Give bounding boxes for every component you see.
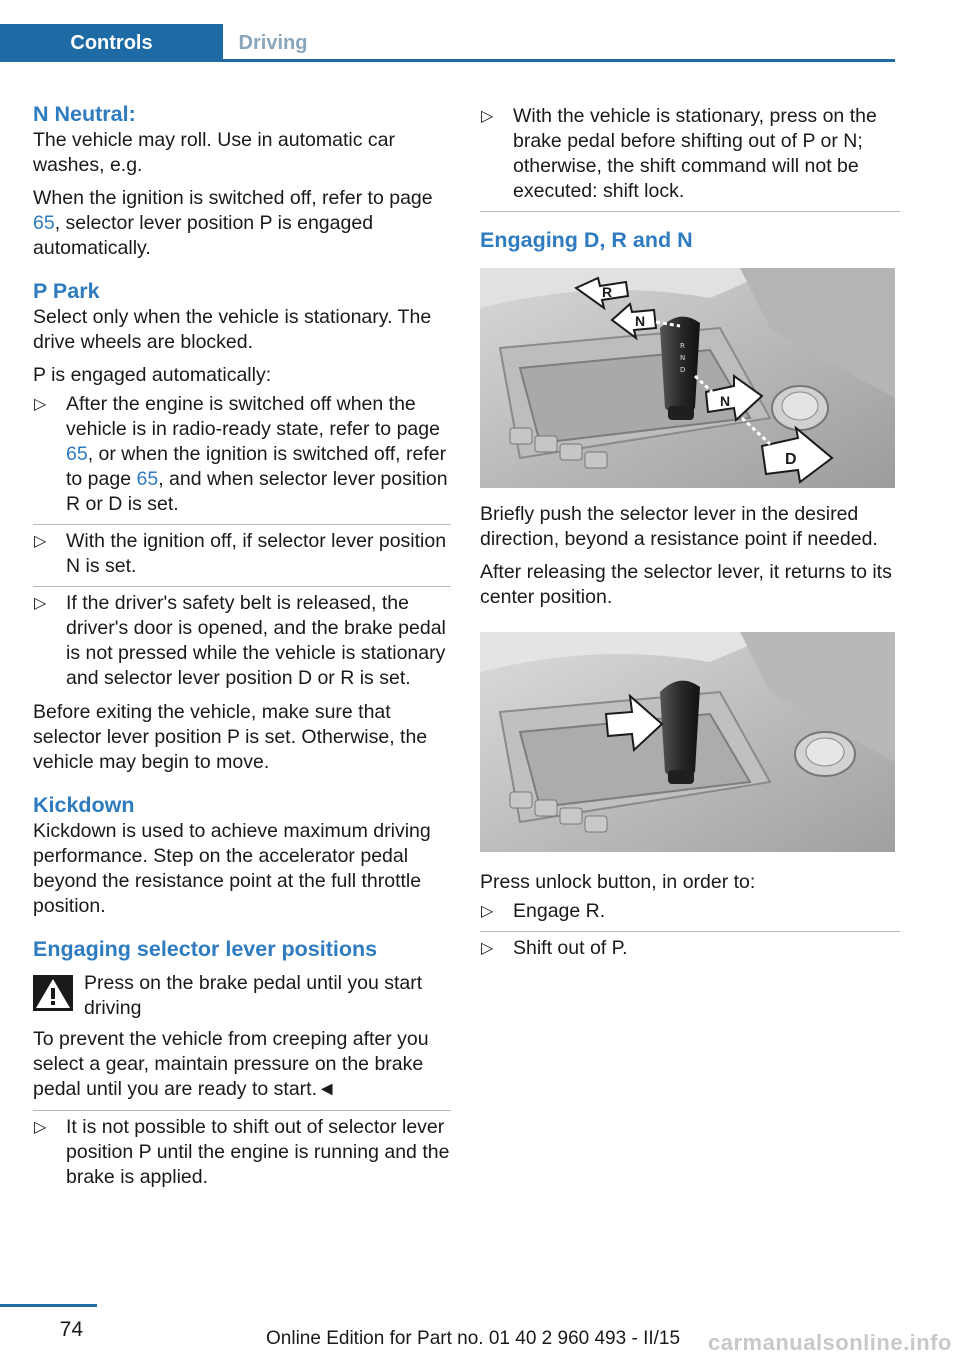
text: With the vehicle is stationary, press on the brake pedal before shifting out of P or N; otherwise, the shift command will not be executed: shift lock. — [513, 105, 877, 202]
right-column — [480, 100, 900, 970]
text: Shift out of P. — [513, 937, 628, 959]
edition-label: Online Edition for Part no. 01 40 2 960 493 - II/15 — [266, 1328, 681, 1349]
lever-marking: R — [680, 342, 685, 350]
text: After the engine is switched off when the vehicle is in radio-ready state, refer to page — [66, 393, 440, 440]
page-number: 74 — [59, 1318, 83, 1341]
header-tab-bar — [0, 24, 895, 62]
warning-block — [33, 971, 451, 1021]
tab-controls[interactable]: Controls — [0, 24, 223, 62]
unlock-paragraph: Press unlock button, in order to: — [480, 871, 756, 893]
text: It is not possible to shift out of selector lever position P until the engine is running and the brake is applied. — [66, 1116, 450, 1188]
triangle-bullet-icon: ▷ — [481, 108, 494, 125]
p-park-paragraph-2: P is engaged automatically: — [33, 364, 272, 386]
triangle-bullet-icon: ▷ — [34, 396, 47, 413]
list-item — [480, 895, 900, 932]
after-figure1-paragraph-1: Briefly push the selector lever in the desired direction, beyond a resistance point if needed. — [480, 503, 878, 550]
label-n-side: N — [720, 393, 731, 409]
warning-triangle-icon — [33, 975, 73, 1011]
list-item — [33, 388, 451, 525]
text: Engage R. — [513, 900, 606, 922]
footer-rule — [0, 1304, 97, 1307]
list-item — [480, 932, 900, 968]
text: , or when the ignition is switched off, refer to page — [66, 443, 447, 490]
figure-unlock-button — [480, 632, 895, 852]
selector-lever-unlock-illustration — [480, 632, 895, 852]
heading-p-park: P Park — [33, 279, 100, 303]
triangle-bullet-icon: ▷ — [481, 940, 494, 957]
left-column — [33, 100, 451, 1199]
triangle-bullet-icon: ▷ — [34, 533, 47, 550]
header-rule — [223, 59, 895, 62]
text: , and when selector lever position R or D is set. — [66, 468, 448, 515]
figure-selector-directions — [480, 268, 895, 488]
heading-engaging-d-r-n: Engaging D, R and N — [480, 228, 693, 252]
after-figure1-paragraph-2: After releasing the selector lever, it returns to its center position. — [480, 561, 892, 608]
p-park-paragraph-1: Select only when the vehicle is stationary. The drive wheels are blocked. — [33, 306, 432, 353]
warning-body: To prevent the vehicle from creeping after you select a gear, maintain pressure on the brake pedal until you are ready to start.◄ — [33, 1028, 429, 1100]
heading-engaging-selector: Engaging selector lever positions — [33, 937, 378, 961]
heading-kickdown: Kickdown — [33, 793, 135, 817]
text: With the ignition off, if selector lever position N is set. — [66, 530, 447, 577]
list-item — [33, 525, 451, 587]
list-item — [33, 1110, 451, 1197]
stationary-list — [480, 100, 900, 212]
text: , selector lever position P is engaged automatically. — [33, 212, 374, 259]
list-item — [33, 587, 451, 698]
text: When the ignition is switched off, refer to page — [33, 187, 433, 209]
label-d: D — [785, 451, 797, 468]
watermark: carmanualsonline.info — [708, 1330, 952, 1355]
heading-n-neutral: N Neutral: — [33, 102, 136, 126]
label-n-top: N — [635, 313, 646, 329]
n-neutral-paragraph-2 — [33, 186, 451, 261]
label-r: R — [602, 284, 613, 300]
page-link[interactable]: 65 — [33, 212, 55, 234]
lever-marking: N — [680, 354, 686, 362]
n-neutral-paragraph-1: The vehicle may roll. Use in automatic car washes, e.g. — [33, 129, 395, 176]
warning-title: Press on the brake pedal until you start driving — [84, 972, 423, 1019]
kickdown-paragraph: Kickdown is used to achieve maximum driving performance. Step on the accelerator pedal beyond the resistance point at the full throttle position. — [33, 820, 431, 917]
p-park-paragraph-3: Before exiting the vehicle, make sure that selector lever position P is set. Otherwise, the vehicle may begin to move. — [33, 701, 428, 773]
unlock-list — [480, 895, 900, 968]
page-link[interactable]: 65 — [136, 468, 159, 490]
p-park-list — [33, 388, 451, 698]
text: If the driver's safety belt is released, the driver's door is opened, and the brake pedal is not pressed while the vehicle is stationary and selector lever position D or R is set. — [66, 592, 446, 689]
page-link[interactable]: 65 — [66, 443, 88, 465]
triangle-bullet-icon: ▷ — [481, 903, 494, 920]
engaging-list — [33, 1110, 451, 1197]
selector-lever-directions-illustration — [480, 268, 895, 488]
triangle-bullet-icon: ▷ — [34, 595, 47, 612]
triangle-bullet-icon: ▷ — [34, 1119, 47, 1136]
tab-driving[interactable]: Driving — [238, 32, 308, 54]
lever-marking: D — [680, 366, 686, 374]
list-item — [480, 100, 900, 212]
